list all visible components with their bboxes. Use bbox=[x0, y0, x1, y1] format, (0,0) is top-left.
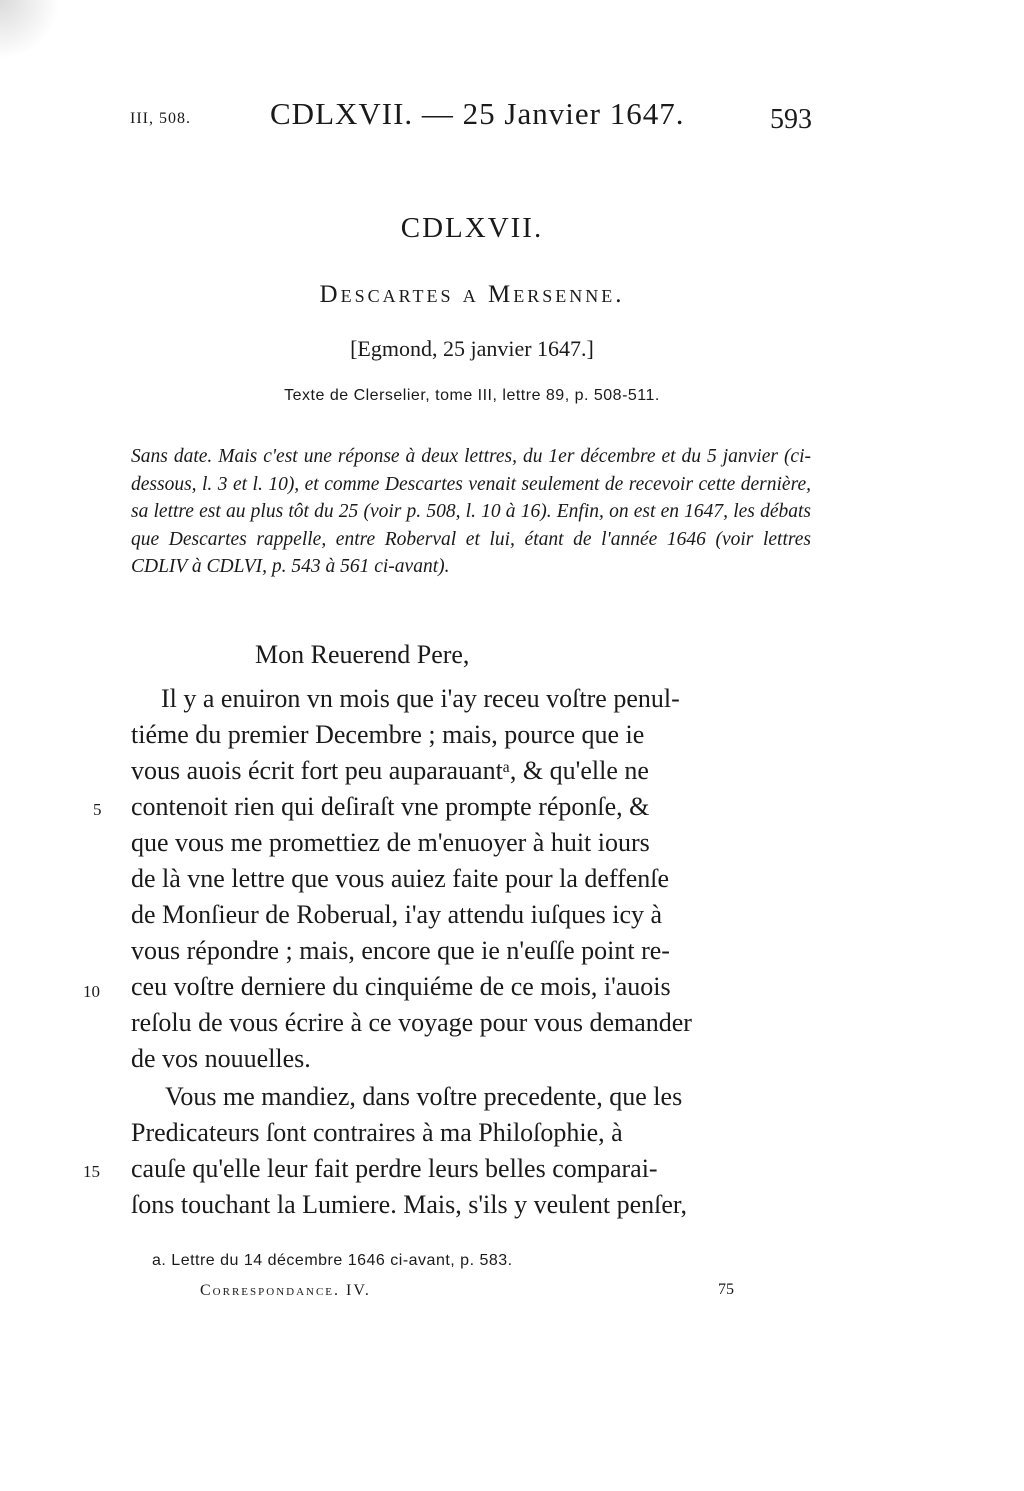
letter-place-date: [Egmond, 25 janvier 1647.] bbox=[350, 336, 594, 361]
sheet-number: 75 bbox=[718, 1281, 734, 1298]
editorial-note: Sans date. Mais c'est une réponse à deux lettres, du 1er décembre et du 5 janvier (ci-dessous, l. 3 et l. 10), et comme Descartes venait seulement de recevoir cette dernière, sa lettre est au plus tôt du 25 (voir p. 508, l. 10 à 16). Enfin, on est en 1647, les débats que Descartes rappelle, entre Roberval et lui, étant de l'année 1646 (voir lettres CDLIV à CDLVI, p. 543 à 561 ci-avant). bbox=[131, 446, 811, 577]
letter-source: Texte de Clerselier, tome III, lettre 89, p. 508-511. bbox=[284, 387, 660, 404]
body-line: que vous me promettiez de m'enuoyer à huit iours bbox=[131, 828, 650, 857]
page-number: 593 bbox=[770, 104, 812, 135]
body-line: Il y a enuiron vn mois que i'ay receu voſtre penul- bbox=[161, 684, 680, 713]
line-number-15: 15 bbox=[83, 1162, 100, 1181]
body-line: vous auois écrit fort peu auparauantᵃ, & qu'elle ne bbox=[131, 756, 649, 785]
body-line: reſolu de vous écrire à ce voyage pour vous demander bbox=[131, 1008, 692, 1037]
salutation: Mon Reuerend Pere, bbox=[255, 640, 470, 669]
signature-mark: Correspondance. IV. bbox=[200, 1282, 371, 1299]
running-header-title: CDLXVII. — 25 Janvier 1647. bbox=[270, 96, 685, 131]
body-line: ſons touchant la Lumiere. Mais, s'ils y veulent penſer, bbox=[131, 1190, 688, 1219]
body-line: tiéme du premier Decembre ; mais, pource que ie bbox=[131, 720, 645, 749]
body-line: de là vne lettre que vous auiez faite pour la deffenſe bbox=[131, 864, 670, 893]
footnote: a. Lettre du 14 décembre 1646 ci-avant, p. 583. bbox=[152, 1252, 513, 1269]
line-number-5: 5 bbox=[93, 800, 102, 819]
body-line: de vos nouuelles. bbox=[131, 1044, 311, 1073]
letter-heading: Descartes a Mersenne. bbox=[319, 281, 625, 308]
body-line: de Monſieur de Roberual, i'ay attendu iuſques icy à bbox=[131, 900, 663, 929]
letter-number: CDLXVII. bbox=[400, 212, 544, 244]
running-header-reference: III, 508. bbox=[130, 110, 191, 127]
body-line: Predicateurs ſont contraires à ma Philoſophie, à bbox=[131, 1118, 623, 1147]
body-line: vous répondre ; mais, encore que ie n'euſſe point re- bbox=[131, 936, 670, 965]
body-line: contenoit rien qui deſiraſt vne prompte réponſe, & bbox=[131, 792, 650, 821]
line-number-10: 10 bbox=[83, 982, 100, 1001]
scan-corner-shadow bbox=[0, 0, 60, 60]
body-line: cauſe qu'elle leur fait perdre leurs belles comparai- bbox=[131, 1154, 658, 1183]
body-line: ceu voſtre derniere du cinquiéme de ce mois, i'auois bbox=[131, 972, 671, 1001]
body-line: Vous me mandiez, dans voſtre precedente, que les bbox=[165, 1082, 683, 1111]
